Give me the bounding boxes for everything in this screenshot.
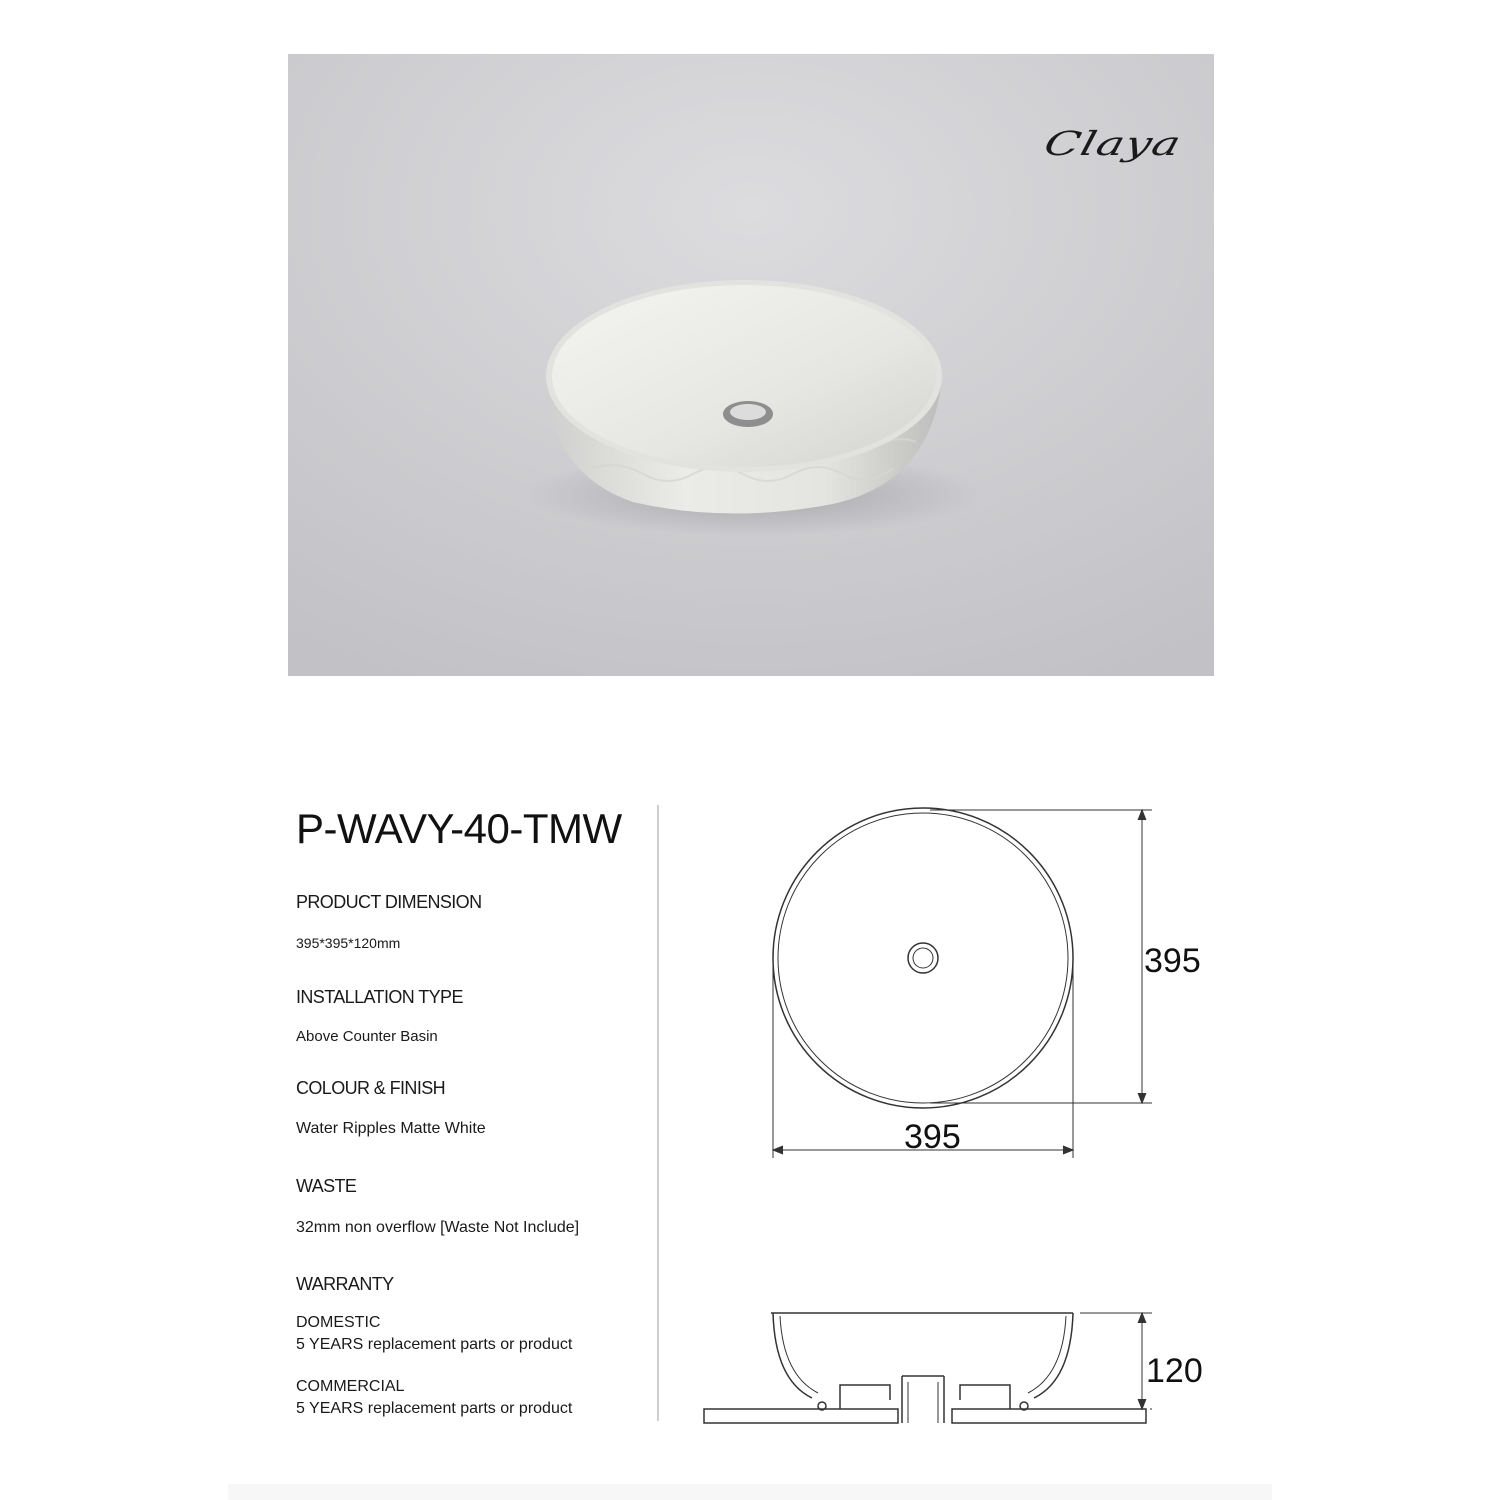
side-view-height-dimension bbox=[1080, 1313, 1152, 1409]
brand-logo: Claya bbox=[1040, 124, 1186, 163]
side-view-height-label: 120 bbox=[1146, 1352, 1203, 1390]
warranty-domestic-label: DOMESTIC bbox=[296, 1314, 381, 1331]
dimension-drawing bbox=[690, 800, 1250, 1440]
spec-heading-warranty: WARRANTY bbox=[296, 1274, 394, 1294]
side-view-outline bbox=[704, 1313, 1146, 1423]
spec-value-dimension: 395*395*120mm bbox=[296, 935, 401, 951]
footer-strip bbox=[228, 1484, 1272, 1500]
top-view-height-dimension bbox=[930, 810, 1152, 1103]
spec-heading-waste: WASTE bbox=[296, 1176, 357, 1196]
technical-drawing bbox=[690, 800, 1250, 1445]
top-view-width-label: 395 bbox=[904, 1118, 961, 1156]
product-photo bbox=[288, 54, 1214, 676]
specifications-panel bbox=[296, 800, 656, 1417]
top-view-height-label: 395 bbox=[1144, 942, 1201, 980]
warranty-domestic-text: 5 YEARS replacement parts or product bbox=[296, 1336, 573, 1353]
vertical-divider bbox=[657, 805, 659, 1421]
spec-value-colour: Water Ripples Matte White bbox=[296, 1120, 486, 1137]
warranty-commercial-text: 5 YEARS replacement parts or product bbox=[296, 1400, 573, 1417]
spec-heading-installation: INSTALLATION TYPE bbox=[296, 987, 463, 1007]
spec-value-waste: 32mm non overflow [Waste Not Include] bbox=[296, 1219, 580, 1236]
warranty-commercial-label: COMMERCIAL bbox=[296, 1378, 405, 1395]
spec-heading-colour: COLOUR & FINISH bbox=[296, 1078, 446, 1098]
spec-value-installation: Above Counter Basin bbox=[296, 1028, 438, 1045]
spec-heading-dimension: PRODUCT DIMENSION bbox=[296, 892, 482, 912]
top-view-outline bbox=[773, 808, 1073, 1108]
model-number: P-WAVY-40-TMW bbox=[296, 805, 622, 852]
